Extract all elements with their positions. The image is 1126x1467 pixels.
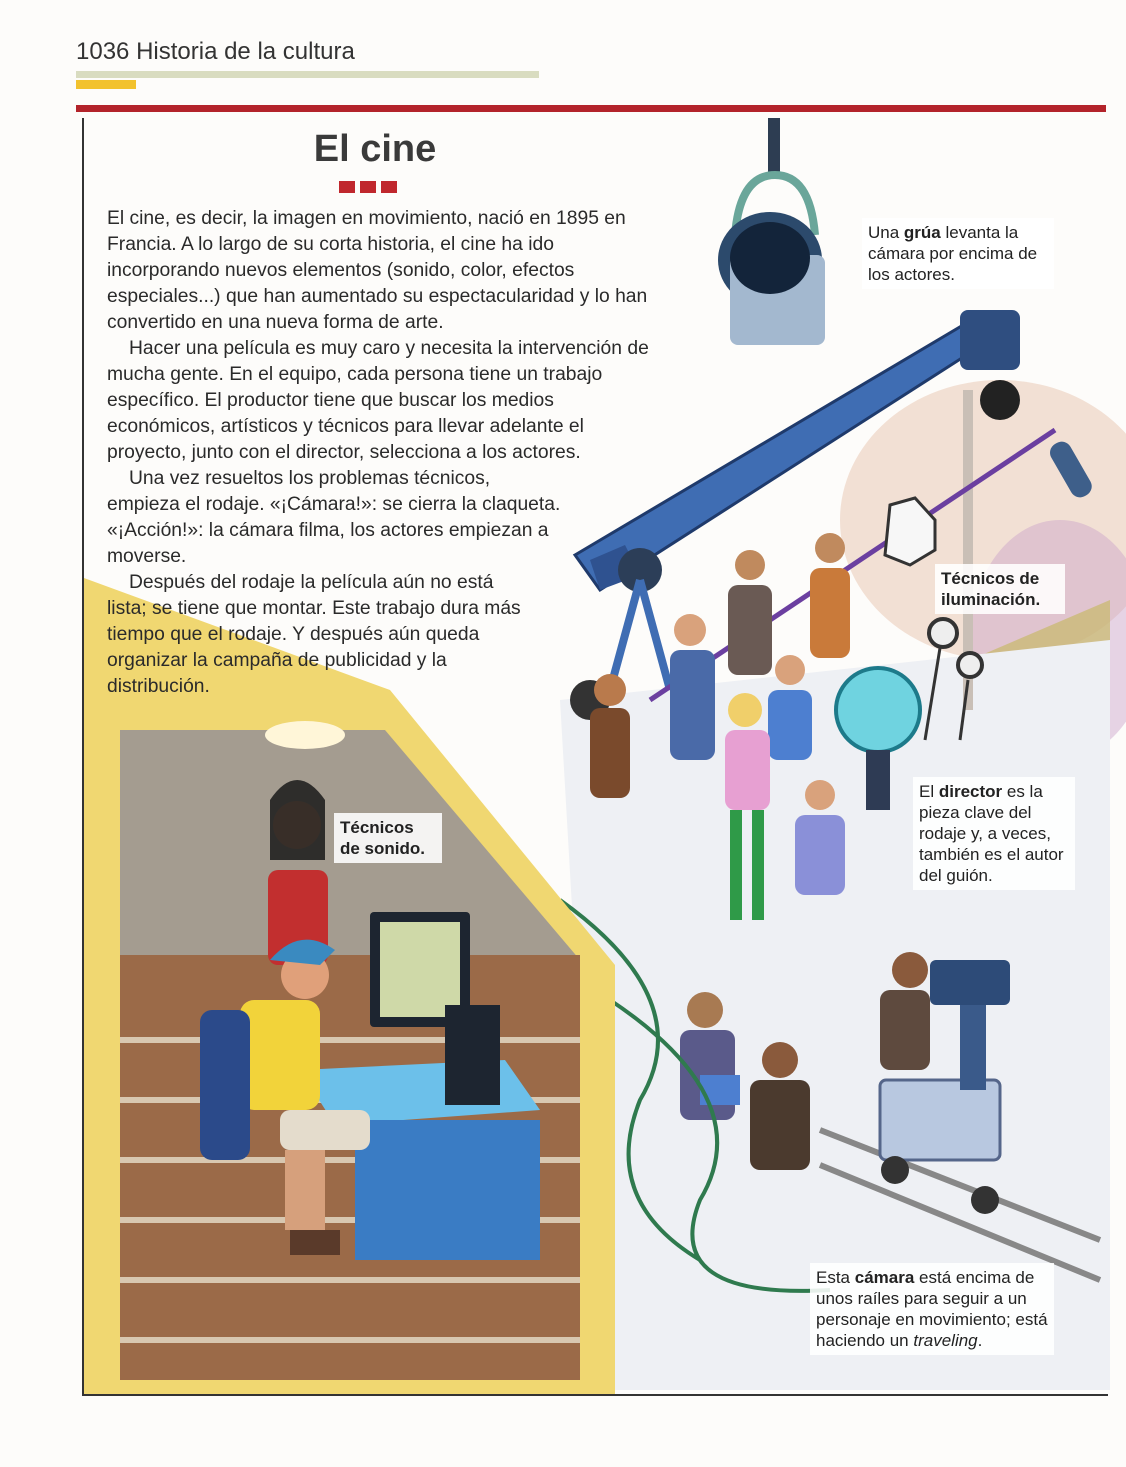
callout-camara: Esta cámara está encima de unos raíles para seguir a un personaje en movimiento; está haciendo un traveling. bbox=[810, 1263, 1054, 1355]
paragraph-1: El cine, es decir, la imagen en movimiento, nació en 1895 en Francia. A lo largo de su corta historia, el cine ha ido incorporando nuevos elementos (sonido, color, efectos especiales...) que han aumentado su espectacularidad y lo han convertido en una nueva forma de arte. bbox=[107, 208, 648, 333]
paragraph-4: Después del rodaje la película aún no está lista; se tiene que montar. Este trabajo dura más tiempo que el rodaje. Y después aún queda organizar la campaña de publicidad y la distribución. bbox=[107, 572, 521, 697]
hanging-spotlight bbox=[718, 118, 825, 345]
article-title: El cine bbox=[313, 128, 437, 170]
callout-grua: Una grúa levanta la cámara por encima de los actores. bbox=[862, 218, 1054, 289]
article-body bbox=[107, 206, 652, 700]
sound-booth bbox=[84, 578, 615, 1394]
title-bullets bbox=[339, 180, 402, 198]
callout-director: El director es la pieza clave del rodaje y, a veces, también es el autor del guión. bbox=[913, 777, 1075, 890]
callout-iluminacion: Técnicos de iluminación. bbox=[935, 564, 1065, 614]
callout-sonido: Técnicos de sonido. bbox=[334, 813, 442, 863]
paragraph-2: Hacer una película es muy caro y necesita la intervención de mucha gente. En el equipo, cada persona tiene un trabajo específico. El productor tiene que buscar los medios económicos, artísticos y técnicos para llevar adelante el proyecto, junto con el director, selecciona a los actores. bbox=[107, 338, 649, 463]
paragraph-3: Una vez resueltos los problemas técnicos, empieza el rodaje. «¡Cámara!»: se cierra la claqueta. «¡Acción!»: la cámara filma, los actores empiezan a moverse. bbox=[107, 468, 561, 567]
page-number: 1036 bbox=[76, 38, 130, 65]
section-title: Historia de la cultura bbox=[136, 38, 355, 65]
